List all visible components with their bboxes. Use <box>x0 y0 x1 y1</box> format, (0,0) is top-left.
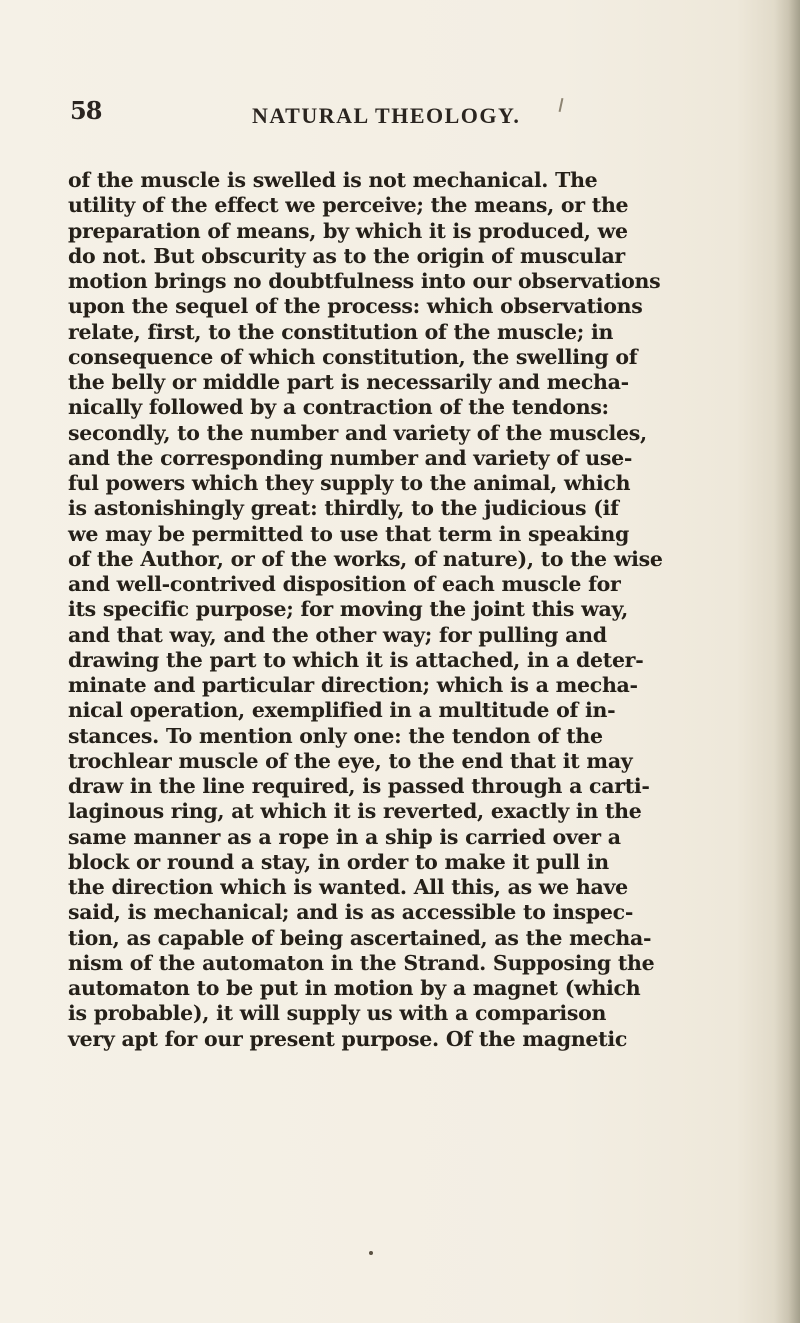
body-text <box>68 168 748 1052</box>
text-line: is probable), it will supply us with a comparison <box>68 1001 607 1026</box>
page-header <box>0 96 800 140</box>
text-line: very apt for our present purpose. Of the magnetic <box>68 1026 628 1051</box>
text-line: block or round a stay, in order to make it pull in <box>68 849 609 874</box>
text-line: of the Author, or of the works, of nature), to the wise <box>68 546 663 571</box>
text-line: do not. But obscurity as to the origin of muscular <box>68 243 625 268</box>
text-line: and the corresponding number and variety of use- <box>68 445 633 470</box>
text-line: drawing the part to which it is attached, in a deter- <box>68 647 644 672</box>
text-line: of the muscle is swelled is not mechanical. The <box>68 168 598 192</box>
text-line: nism of the automaton in the Strand. Supposing the <box>68 950 655 975</box>
text-line: trochlear muscle of the eye, to the end that it may <box>68 748 633 773</box>
text-line: nically followed by a contraction of the tendons: <box>68 395 609 420</box>
text-line: consequence of which constitution, the swelling of <box>68 344 638 369</box>
text-line: stances. To mention only one: the tendon of the <box>68 723 603 748</box>
page-number: 58 <box>70 96 102 125</box>
text-line: same manner as a rope in a ship is carried over a <box>68 824 621 849</box>
text-line: upon the sequel of the process: which observations <box>68 294 643 319</box>
text-line: is astonishingly great: thirdly, to the judicious (if <box>68 496 619 521</box>
text-line: its specific purpose; for moving the joint this way, <box>68 597 628 622</box>
text-line: the direction which is wanted. All this, as we have <box>68 875 628 899</box>
text-line: said, is mechanical; and is as accessible to inspec- <box>68 900 634 925</box>
page-edge-shadow <box>774 0 800 1323</box>
text-line: tion, as capable of being ascertained, as the mecha- <box>68 925 652 950</box>
text-line: and well-contrived disposition of each muscle for <box>68 572 621 596</box>
text-line: nical operation, exemplified in a multitude of in- <box>68 698 616 723</box>
text-line: draw in the line required, is passed through a carti- <box>68 774 650 798</box>
text-line: secondly, to the number and variety of the muscles, <box>68 420 647 445</box>
text-line: preparation of means, by which it is produced, we <box>68 218 628 243</box>
text-line: ful powers which they supply to the animal, which <box>68 471 631 495</box>
text-line: automaton to be put in motion by a magnet (which <box>68 976 641 1000</box>
text-line: relate, first, to the constitution of the muscle; in <box>68 319 614 344</box>
running-head: NATURAL THEOLOGY. <box>252 103 521 128</box>
text-line: and that way, and the other way; for pulling and <box>68 622 607 647</box>
text-line: minate and particular direction; which is a mecha- <box>68 673 638 697</box>
text-line: laginous ring, at which it is reverted, exactly in the <box>68 799 642 824</box>
text-line: motion brings no doubtfulness into our observations <box>68 269 661 293</box>
text-line: the belly or middle part is necessarily and mecha- <box>68 370 629 394</box>
ink-speck <box>369 1251 373 1255</box>
text-line: we may be permitted to use that term in speaking <box>68 521 629 546</box>
text-line: utility of the effect we perceive; the means, or the <box>68 193 629 218</box>
